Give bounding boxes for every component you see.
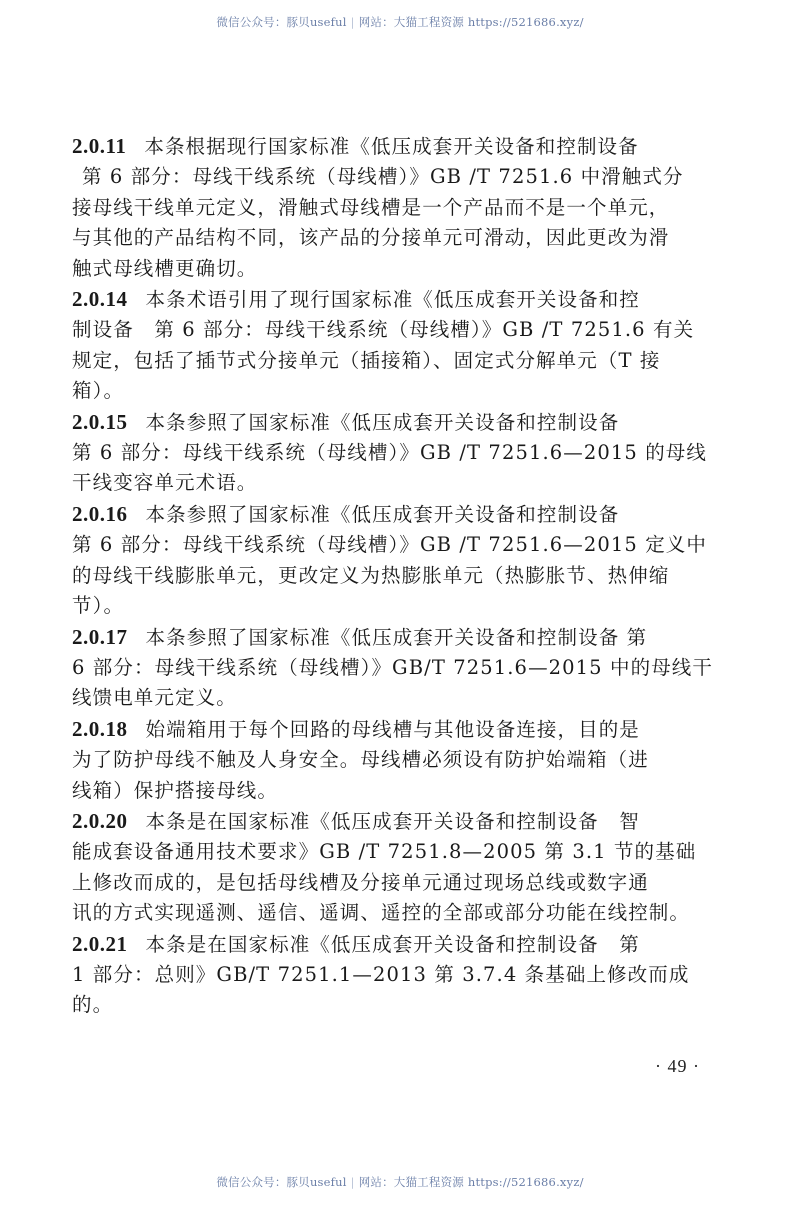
clause-2-0-14 [72, 284, 708, 407]
watermark-wechat: 微信公众号：豚贝useful [216, 15, 347, 29]
clause-2-0-16 [72, 499, 708, 622]
watermark-separator: | [350, 1175, 355, 1189]
clause-line: 本条是在国家标准《低压成套开关设备和控制设备 第 [145, 932, 640, 956]
clause-number: 2.0.17 [72, 624, 128, 649]
clause-line: 的。 [72, 993, 114, 1017]
clause-line: 本条参照了国家标准《低压成套开关设备和控制设备 第 [145, 625, 648, 649]
clause-2-0-11 [72, 131, 708, 284]
clause-line: 第 6 部分：母线干线系统（母线槽）》GB /T 7251.6—2015 的母线 [72, 441, 707, 465]
clause-line: 1 部分：总则》GB/T 7251.1—2013 第 3.7.4 条基础上修改而成 [72, 962, 690, 986]
clause-number: 2.0.20 [72, 808, 128, 833]
clause-line: 本条术语引用了现行国家标准《低压成套开关设备和控 [145, 288, 640, 312]
clause-number: 2.0.11 [72, 134, 127, 158]
clause-line: 箱）。 [72, 379, 125, 403]
clause-line: 节）。 [72, 594, 125, 618]
clause-line: 与其他的产品结构不同，该产品的分接单元可滑动，因此更改为滑 [72, 226, 670, 250]
watermark-separator: | [350, 15, 355, 29]
clause-number: 2.0.16 [72, 501, 128, 526]
clause-line: 制设备 第 6 部分：母线干线系统（母线槽）》GB /T 7251.6 有关 [72, 318, 695, 342]
clause-number: 2.0.21 [72, 931, 128, 956]
clause-line: 始端箱用于每个回路的母线槽与其他设备连接，目的是 [145, 717, 640, 741]
watermark-wechat: 微信公众号：豚贝useful [216, 1175, 347, 1189]
clause-line: 讯的方式实现遥测、遥信、遥调、遥控的全部或部分功能在线控制。 [72, 901, 691, 925]
watermark-site: 网站：大猫工程资源 https://521686.xyz/ [358, 1175, 584, 1189]
page-number: · 49 · [655, 1056, 700, 1076]
watermark-site: 网站：大猫工程资源 https://521686.xyz/ [358, 15, 584, 29]
clause-line: 上修改而成的，是包括母线槽及分接单元通过现场总线或数字通 [72, 870, 649, 894]
document-body [72, 131, 713, 1021]
clause-line: 干线变容单元术语。 [72, 471, 258, 495]
clause-line: 第 6 部分：母线干线系统（母线槽）》GB /T 7251.6—2015 定义中 [72, 533, 707, 557]
clause-line: 本条是在国家标准《低压成套开关设备和控制设备 智 [145, 809, 640, 833]
clause-line: 本条参照了国家标准《低压成套开关设备和控制设备 [145, 502, 620, 526]
clause-2-0-15 [72, 407, 708, 499]
clause-line: 接母线干线单元定义，滑触式母线槽是一个产品而不是一个单元， [72, 195, 670, 219]
clause-2-0-20 [72, 806, 708, 929]
watermark-header [0, 14, 800, 30]
clause-line: 为了防护母线不触及人身安全。母线槽必须设有防护始端箱（进 [72, 748, 649, 772]
clause-line: 线馈电单元定义。 [72, 686, 237, 710]
clause-line: 第 6 部分：母线干线系统（母线槽）》GB /T 7251.6 中滑触式分 [82, 165, 684, 189]
watermark-footer [0, 1174, 800, 1190]
clause-line: 触式母线槽更确切。 [72, 256, 258, 280]
clause-line: 线箱）保护搭接母线。 [72, 778, 279, 802]
clause-line: 的母线干线膨胀单元，更改定义为热膨胀单元（热膨胀节、热伸缩 [72, 563, 670, 587]
clause-number: 2.0.15 [72, 409, 128, 434]
clause-number: 2.0.14 [72, 287, 128, 312]
clause-line: 6 部分：母线干线系统（母线槽）》GB/T 7251.6—2015 中的母线干 [72, 655, 713, 679]
clause-2-0-17 [72, 622, 713, 714]
clause-line: 本条根据现行国家标准《低压成套开关设备和控制设备 [144, 135, 639, 158]
clause-line: 能成套设备通用技术要求》GB /T 7251.8—2005 第 3.1 节的基础 [72, 840, 697, 864]
clause-line: 本条参照了国家标准《低压成套开关设备和控制设备 [145, 410, 620, 434]
clause-2-0-21 [72, 929, 708, 1021]
clause-2-0-18 [72, 714, 708, 806]
clause-number: 2.0.18 [72, 716, 128, 741]
clause-line: 规定，包括了插节式分接单元（插接箱）、固定式分解单元（T 接 [72, 348, 661, 372]
